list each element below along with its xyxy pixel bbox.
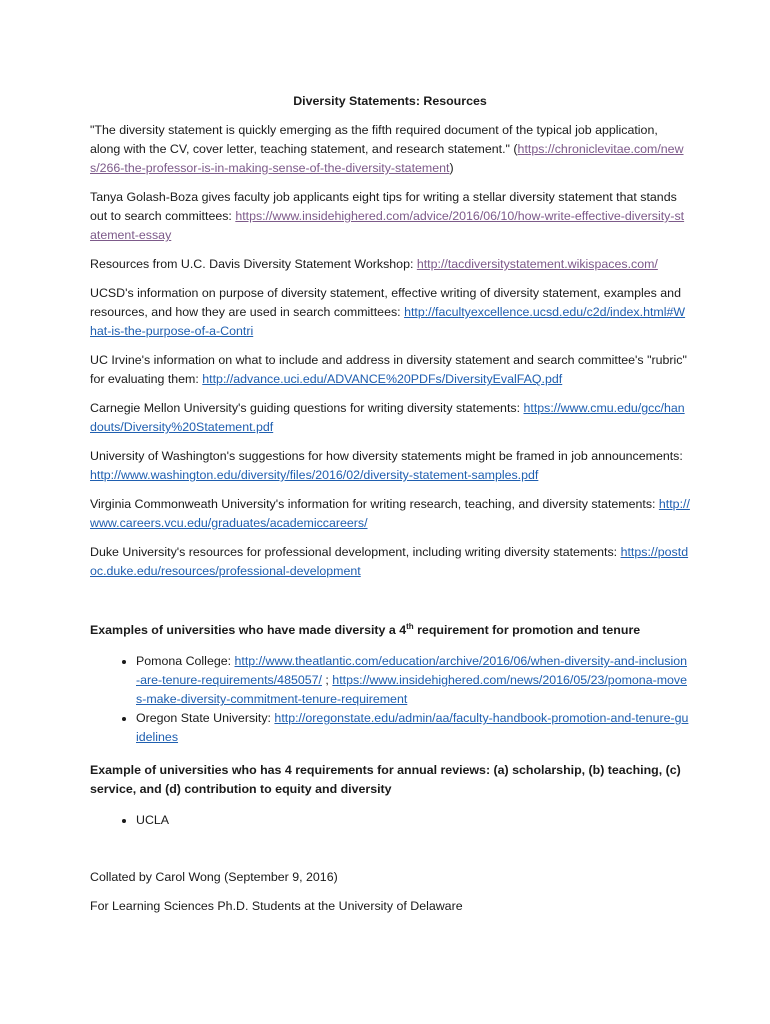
paragraph-text: Virginia Commonweath University's information for writing research, teaching, and diversity statements: [90, 497, 659, 511]
heading-superscript: th [406, 621, 414, 631]
paragraph-text: University of Washington's suggestions for how diversity statements might be framed in job announcements: [90, 449, 683, 463]
link-insidehighered-pomona[interactable]: https://www.insidehighered.com/news/2016/05/23/pomona-moves-make-diversity-commitment-tenure-requirement [136, 673, 688, 706]
paragraph-text: Carnegie Mellon University's guiding questions for writing diversity statements: [90, 401, 524, 415]
list-item-pomona [136, 652, 690, 709]
link-uw-samples[interactable]: http://www.washington.edu/diversity/files/2016/02/diversity-statement-samples.pdf [90, 468, 539, 482]
close-paren: ) [449, 161, 454, 175]
link-duke-postdoc[interactable]: https://postdoc.duke.edu/resources/professional-development [90, 545, 689, 578]
paragraph-chronicle-quote [90, 121, 690, 178]
paragraph-ucsd [90, 284, 690, 341]
quote-text: "The diversity statement is quickly emerging as the fifth required document of the typical job application, along with the CV, cover letter, teaching statement, and research statement." [90, 123, 658, 156]
spacer [90, 840, 690, 868]
paragraph-text: Duke University's resources for professional development, including writing diversity statements: [90, 545, 621, 559]
list-annual-review-universities [90, 811, 690, 830]
list-item-label: Oregon State University: [136, 711, 275, 725]
link-uc-davis-wikispaces[interactable]: http://tacdiversitystatement.wikispaces.com/ [416, 257, 658, 271]
link-chronicle-vitae[interactable]: https://chroniclevitae.com/news/266-the-professor-is-in-making-sense-of-the-diversity-statement [90, 142, 684, 175]
paragraph-text: UCSD's information on purpose of diversity statement, effective writing of diversity statement, examples and resources, and how they are used in search committees: [90, 286, 681, 319]
link-ucsd-faculty-excellence[interactable]: http://facultyexcellence.ucsd.edu/c2d/index.html#What-is-the-purpose-of-a-Contri [90, 305, 686, 338]
list-item-separator: ; [321, 673, 333, 687]
paragraph-text: Tanya Golash-Boza gives faculty job applicants eight tips for writing a stellar diversity statement that stands out to search committees: [90, 190, 677, 223]
paragraph-text: Resources from U.C. Davis Diversity Statement Workshop: [90, 257, 417, 271]
paragraph-uc-davis [90, 255, 690, 274]
document-title: Diversity Statements: Resources [293, 94, 487, 108]
section-heading-annual-reviews: Example of universities who has 4 requirements for annual reviews: (a) scholarship, (b) teaching, (c) service, and (d) contribution to equity and diversity [90, 763, 681, 796]
heading-text-end: requirement for promotion and tenure [413, 623, 641, 637]
paragraph-vcu [90, 495, 690, 533]
paragraph-uw [90, 447, 690, 485]
link-cmu-handout[interactable]: https://www.cmu.edu/gcc/handouts/Diversity%20Statement.pdf [90, 401, 685, 434]
document-body [90, 92, 690, 926]
link-uci-advance[interactable]: http://advance.uci.edu/ADVANCE%20PDFs/DiversityEvalFAQ.pdf [202, 372, 563, 386]
list-item-oregon-state [136, 709, 690, 747]
paragraph-uc-irvine [90, 351, 690, 389]
open-paren: ( [513, 142, 518, 156]
section-heading-tenure [90, 621, 690, 640]
paragraph-text: UC Irvine's information on what to include and address in diversity statement and search committee's "rubric" for evaluating them: [90, 353, 687, 386]
list-item-label: Pomona College: [136, 654, 235, 668]
link-vcu-careers[interactable]: http://www.careers.vcu.edu/graduates/academiccareers/ [90, 497, 690, 530]
heading-text: Examples of universities who have made diversity a 4 [90, 623, 407, 637]
paragraph-golash-boza [90, 188, 690, 245]
list-item-ucla: • UCLA [136, 811, 690, 830]
footer-audience: For Learning Sciences Ph.D. Students at the University of Delaware [90, 899, 463, 913]
footer-collated-by: Collated by Carol Wong (September 9, 2016) [90, 870, 338, 884]
link-insidehighered-advice[interactable]: https://www.insidehighered.com/advice/2016/06/10/how-write-effective-diversity-statement-essay [90, 209, 685, 242]
link-atlantic-article[interactable]: http://www.theatlantic.com/education/archive/2016/06/when-diversity-and-inclusion-are-tenure-requirements/485057/ [136, 654, 687, 687]
paragraph-duke [90, 543, 690, 581]
list-tenure-universities [90, 652, 690, 747]
link-oregon-state-handbook[interactable]: http://oregonstate.edu/admin/aa/faculty-handbook-promotion-and-tenure-guidelines [136, 711, 689, 744]
paragraph-cmu [90, 399, 690, 437]
